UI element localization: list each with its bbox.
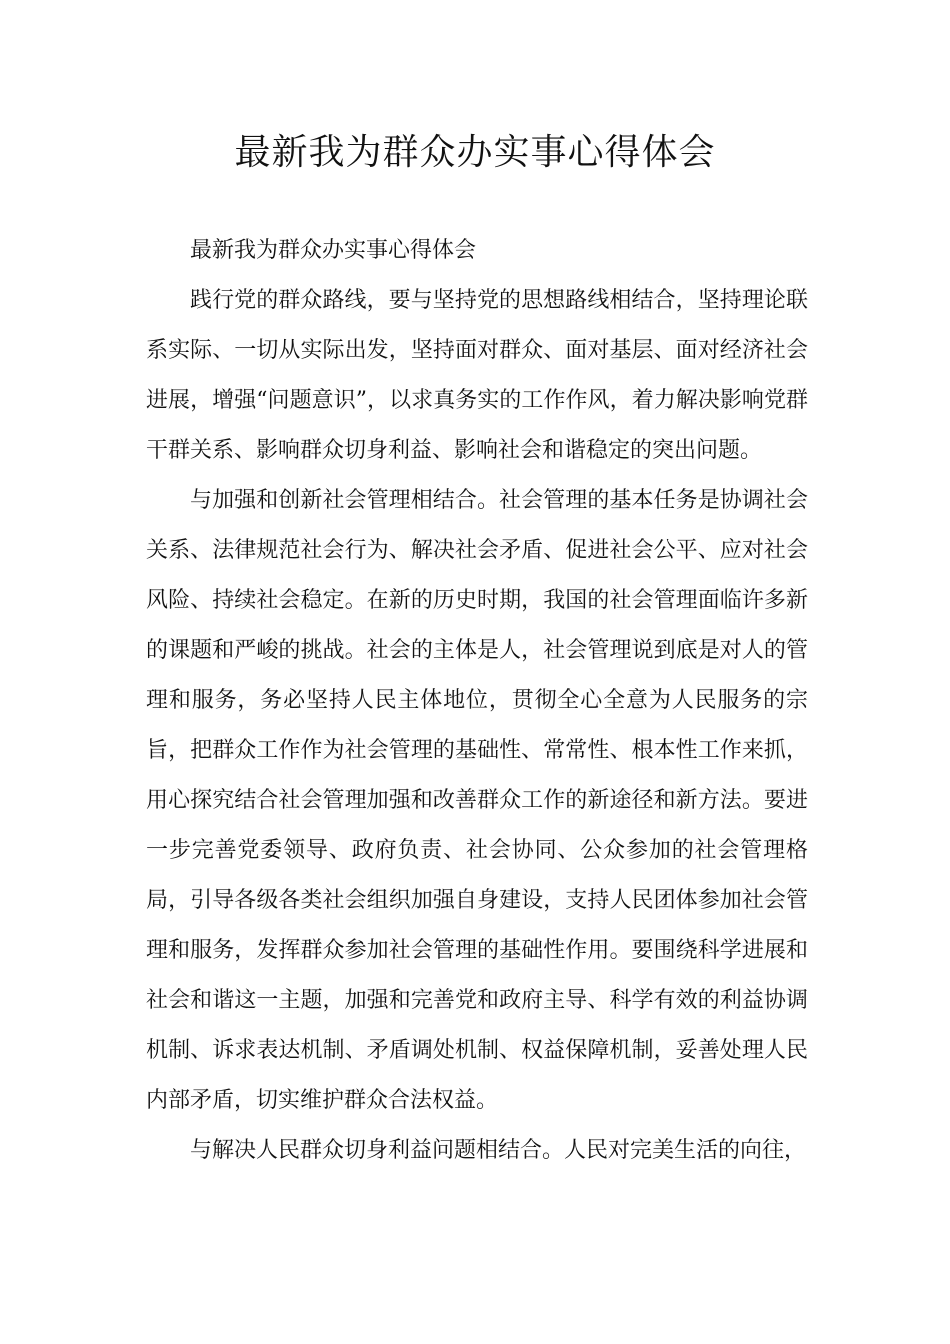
paragraph-mass-line: 践行党的群众路线，要与坚持党的思想路线相结合，坚持理论联系实际、一切从实际出发，坚持面对群众、面对基层、面对经济社会进展，增强“问题意识”，以求真务实的工作作风，着力解决影响党群干群关系、影响群众切身利益、影响社会和谐稳定的突出问题。 <box>146 288 808 463</box>
paragraph-vital-interests: 与解决人民群众切身利益问题相结合。人民对完美生活的向往， <box>190 1138 807 1163</box>
paragraph-subtitle: 最新我为群众办实事心得体会 <box>190 238 477 263</box>
document-body <box>146 226 808 1176</box>
document-title: 最新我为群众办实事心得体会 <box>234 132 716 173</box>
paragraph-social-management: 与加强和创新社会管理相结合。社会管理的基本任务是协调社会关系、法律规范社会行为、解决社会矛盾、促进社会公平、应对社会风险、持续社会稳定。在新的历史时期，我国的社会管理面临许多新的课题和严峻的挑战。社会的主体是人，社会管理说到底是对人的管理和服务，务必坚持人民主体地位，贯彻全心全意为人民服务的宗旨，把群众工作作为社会管理的基础性、常常性、根本性工作来抓，用心探究结合社会管理加强和改善群众工作的新途径和新方法。要进一步完善党委领导、政府负责、社会协同、公众参加的社会管理格局，引导各级各类社会组织加强自身建设，支持人民团体参加社会管理和服务，发挥群众参加社会管理的基础性作用。要围绕科学进展和社会和谐这一主题，加强和完善党和政府主导、科学有效的利益协调机制、诉求表达机制、矛盾调处机制、权益保障机制，妥善处理人民内部矛盾，切实维护群众合法权益。 <box>146 488 808 1113</box>
